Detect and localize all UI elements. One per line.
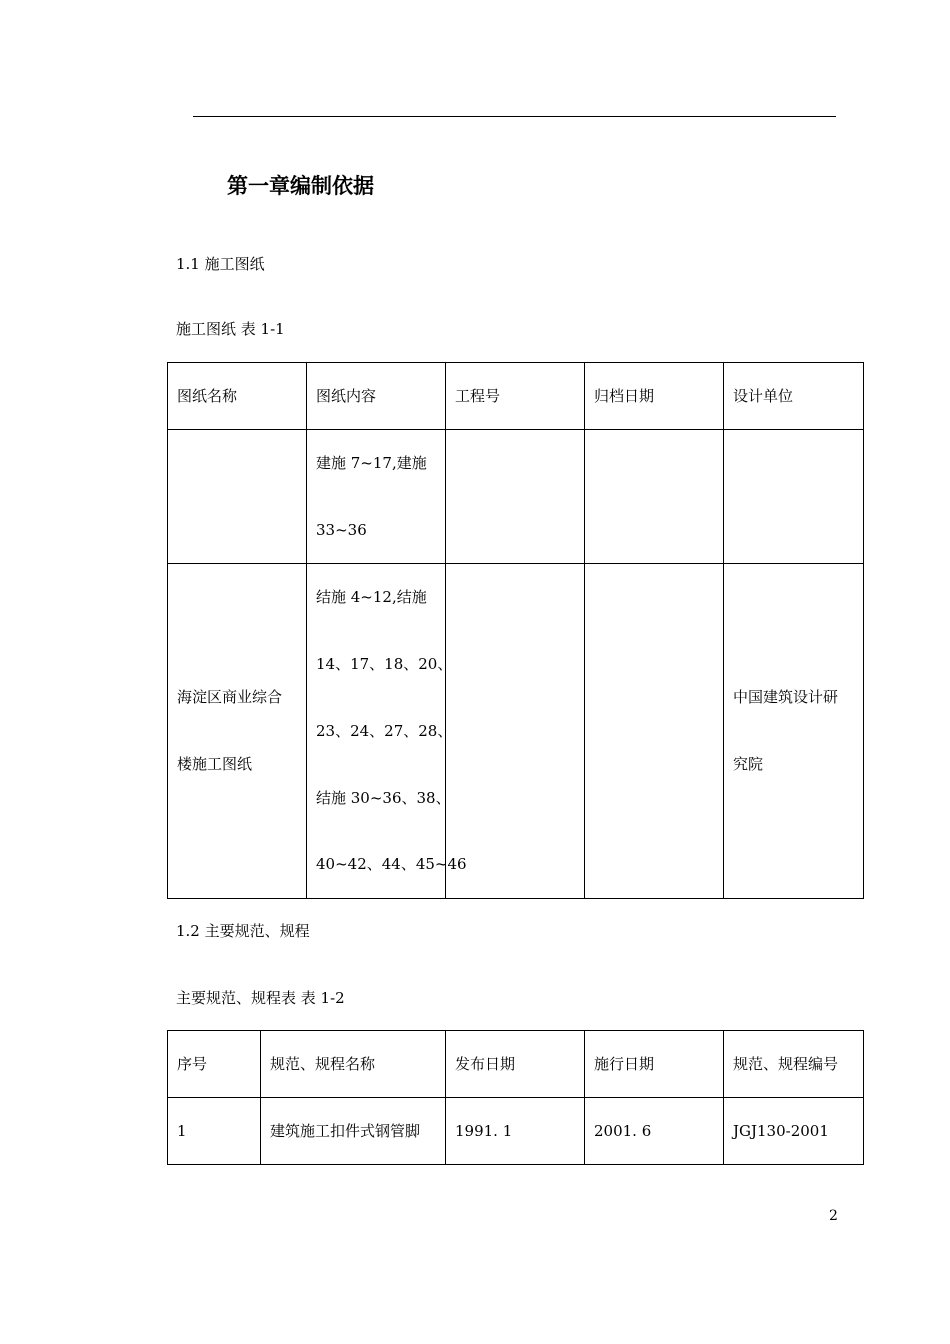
section-heading-1-2: 1.2 主要规范、规程 — [176, 922, 310, 940]
cell-line: 建施 7~17,建施 — [316, 454, 427, 472]
header-cell-standard-name: 规范、规程名称 — [261, 1031, 446, 1098]
table-cell — [168, 430, 307, 564]
cell-line: 中国建筑设计研 — [733, 688, 839, 707]
cell-line: 究院 — [733, 755, 764, 774]
table-cell-content — [307, 564, 467, 899]
table-cell — [724, 430, 864, 564]
table-cell-name — [168, 564, 307, 899]
header-rule — [193, 116, 836, 117]
cell-line: 海淀区商业综合 — [177, 688, 283, 707]
table2-caption: 主要规范、规程表 表 1-2 — [176, 989, 345, 1007]
table-cell-standard-name: 建筑施工扣件式钢管脚 — [261, 1098, 446, 1165]
table-header-row — [168, 1031, 864, 1098]
table-row — [168, 564, 864, 899]
table-cell — [446, 564, 585, 899]
table-cell — [585, 430, 724, 564]
header-cell-seq: 序号 — [168, 1031, 261, 1098]
header-cell-standard-code: 规范、规程编号 — [724, 1031, 864, 1098]
table-cell-seq: 1 — [168, 1098, 261, 1165]
cell-line: 14、17、18、20、 — [316, 655, 453, 674]
section-heading-1-1: 1.1 施工图纸 — [176, 255, 265, 273]
table-row — [168, 1098, 864, 1165]
cell-line: 结施 4~12,结施 — [316, 588, 427, 607]
table-cell-publish-date: 1991. 1 — [446, 1098, 585, 1165]
cell-line: 楼施工图纸 — [177, 755, 253, 774]
chapter-title: 第一章编制依据 — [227, 174, 374, 198]
cell-line: 33~36 — [316, 520, 367, 539]
table-cell — [446, 430, 585, 564]
table1-caption: 施工图纸 表 1-1 — [176, 320, 285, 338]
drawings-table — [167, 362, 864, 899]
header-cell-design-unit: 设计单位 — [724, 363, 864, 430]
table-cell-unit — [724, 564, 864, 899]
header-cell-archive-date: 归档日期 — [585, 363, 724, 430]
table-row — [168, 430, 864, 564]
table-cell-effective-date: 2001. 6 — [585, 1098, 724, 1165]
cell-line: 23、24、27、28、 — [316, 721, 453, 740]
page-number: 2 — [829, 1208, 838, 1224]
cell-line: 结施 30~36、38、 — [316, 788, 451, 807]
header-cell-drawing-name: 图纸名称 — [168, 363, 307, 430]
table-cell-standard-code: JGJ130-2001 — [724, 1098, 864, 1165]
header-cell-project-no: 工程号 — [446, 363, 585, 430]
header-cell-publish-date: 发布日期 — [446, 1031, 585, 1098]
table-cell — [585, 564, 724, 899]
table-cell-content — [307, 430, 446, 564]
table-header-row — [168, 363, 864, 430]
cell-line: 40~42、44、45~46 — [316, 855, 467, 874]
header-cell-effective-date: 施行日期 — [585, 1031, 724, 1098]
header-cell-drawing-content: 图纸内容 — [307, 363, 446, 430]
standards-table — [167, 1030, 864, 1165]
